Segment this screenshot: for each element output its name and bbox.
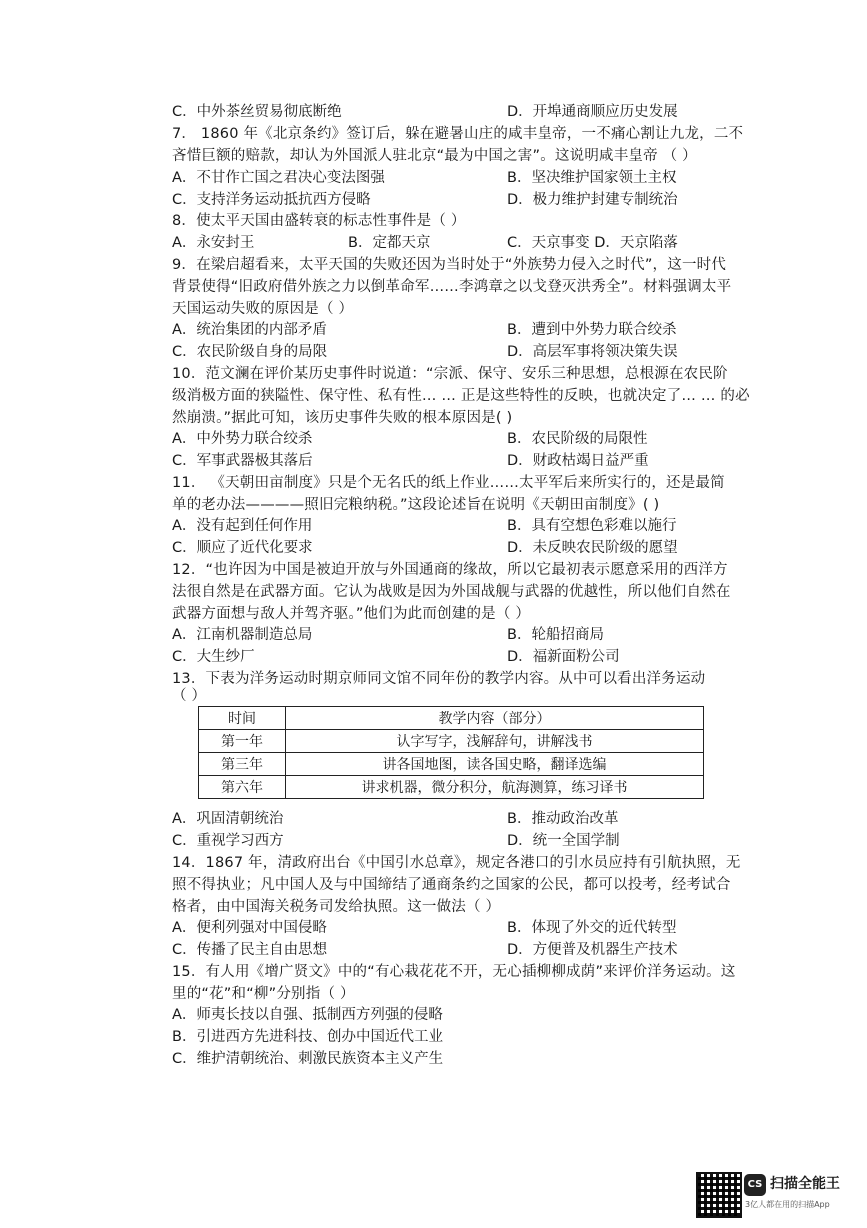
table-header-year: 时间 [199, 707, 286, 730]
q10-stem-line3: 然崩溃。”据此可知，该历史事件失败的根本原因是( ) [172, 410, 513, 426]
q14-stem-line2: 照不得执业；凡中国人及与中国缔结了通商条约之国家的公民，都可以投考，经考试合 [172, 877, 731, 893]
q15-option-c: C．维护清朝统治、刺激民族资本主义产生 [172, 1051, 444, 1067]
q8-option-a: A．永安封王 [172, 235, 255, 251]
q10-option-a: A．中外势力联合绞杀 [172, 431, 313, 447]
table-cell-year: 第一年 [199, 730, 286, 753]
q13-option-d: D．统一全国学制 [507, 833, 620, 849]
q6-option-c: C．中外茶丝贸易彻底断绝 [172, 104, 342, 120]
q9-option-c: C．农民阶级自身的局限 [172, 344, 328, 360]
q9-option-b: B．遭到中外势力联合绞杀 [507, 322, 677, 338]
q15-stem-line1: 15．有人用《增广贤文》中的“有心栽花花不开，无心插柳柳成荫”来评价洋务运动。这 [172, 964, 736, 980]
q12-stem-line3: 武器方面想与敌人并驾齐驱。”他们为此而创建的是（ ） [172, 606, 531, 622]
q10-stem-line1: 10．范文澜在评价某历史事件时说道：“宗派、保守、安乐三种思想，总根源在农民阶 [172, 366, 728, 382]
q14-option-a: A．便利列强对中国侵略 [172, 920, 327, 936]
q15-option-b: B．引进西方先进科技、创办中国近代工业 [172, 1029, 443, 1045]
q8-option-b: B．定都天京 [348, 235, 431, 251]
q9-stem-line3: 天国运动失败的原因是（ ） [172, 301, 354, 317]
q11-option-b: B．具有空想色彩难以施行 [507, 518, 677, 534]
table-row [199, 730, 704, 753]
q12-option-b: B．轮船招商局 [507, 627, 604, 643]
q15-option-a: A．师夷长技以自强、抵制西方列强的侵略 [172, 1007, 443, 1023]
q12-stem-line2: 法很自然是在武器方面。它认为战败是因为外国战舰与武器的优越性，所以他们自然在 [172, 584, 731, 600]
q7-option-d: D．极力维护封建专制统治 [507, 192, 678, 208]
q7-option-a: A．不甘作亡国之君决心变法图强 [172, 170, 385, 186]
q8-stem: 8．使太平天国由盛转衰的标志性事件是（ ） [172, 213, 466, 229]
q10-option-c: C．军事武器极其落后 [172, 453, 313, 469]
q11-option-d: D．未反映农民阶级的愿望 [507, 540, 678, 556]
q10-option-b: B．农民阶级的局限性 [507, 431, 648, 447]
q13-option-a: A．巩固清朝统治 [172, 811, 284, 827]
q7-option-c: C．支持洋务运动抵抗西方侵略 [172, 192, 371, 208]
q14-stem-line1: 14．1867 年，清政府出台《中国引水总章》，规定各港口的引水员应持有引航执照，无 [172, 855, 741, 871]
table-cell-year: 第三年 [199, 753, 286, 776]
table-cell-content: 讲各国地图，读各国史略，翻译选编 [286, 753, 704, 776]
q14-option-b: B．体现了外交的近代转型 [507, 920, 677, 936]
q7-option-b: B．坚决维护国家领土主权 [507, 170, 677, 186]
q9-option-a: A．统治集团的内部矛盾 [172, 322, 327, 338]
q7-stem-line1: 7． 1860 年《北京条约》签订后，躲在避暑山庄的咸丰皇帝，一不痛心割让九龙，二不 [172, 126, 744, 142]
q10-option-d: D．财政枯竭日益严重 [507, 453, 649, 469]
qr-code-icon [696, 1172, 742, 1218]
q11-stem-line2: 单的老办法————照旧完粮纳税。”这段论述旨在说明《天朝田亩制度》( ) [172, 497, 660, 513]
q12-option-c: C．大生纱厂 [172, 649, 255, 665]
q8-option-cd: C．天京事变 D．天京陷落 [507, 235, 678, 251]
q7-stem-line2: 吝惜巨额的赔款，却认为外国派人驻北京“最为中国之害”。这说明咸丰皇帝 （ ） [172, 148, 697, 164]
q9-option-d: D．高层军事将领决策失误 [507, 344, 678, 360]
q15-stem-line2: 里的“花”和“柳”分别指（ ） [172, 986, 355, 1002]
camscanner-logo-icon: CS [744, 1174, 766, 1196]
q14-option-d: D．方便普及机器生产技术 [507, 942, 678, 958]
q11-stem-line1: 11． 《天朝田亩制度》只是个无名氏的纸上作业……太平军后来所实行的，还是最简 [172, 475, 725, 491]
q12-option-a: A．江南机器制造总局 [172, 627, 313, 643]
table-cell-year: 第六年 [199, 776, 286, 799]
q9-stem-line2: 背景使得“旧政府借外族之力以倒革命军……李鸿章之以戈登灭洪秀全”。材料强调太平 [172, 279, 732, 295]
scanner-brand-name: 扫描全能王 [770, 1176, 840, 1192]
curriculum-table [198, 706, 704, 799]
q12-option-d: D．福新面粉公司 [507, 649, 620, 665]
table-header-content: 教学内容（部分） [286, 707, 704, 730]
q14-stem-line3: 格者，由中国海关税务司发给执照。这一做法（ ） [172, 899, 501, 915]
q13-option-b: B．推动政治改革 [507, 811, 619, 827]
q13-stem-line1: 13．下表为洋务运动时期京师同文馆不同年份的教学内容。从中可以看出洋务运动 [172, 671, 706, 687]
q14-option-c: C．传播了民主自由思想 [172, 942, 328, 958]
q11-option-a: A．没有起到任何作用 [172, 518, 313, 534]
q11-option-c: C．顺应了近代化要求 [172, 540, 313, 556]
table-row [199, 776, 704, 799]
q13-stem-line2: （ ） [172, 688, 207, 704]
table-row [199, 753, 704, 776]
q6-option-d: D．开埠通商顺应历史发展 [507, 104, 678, 120]
table-header-row [199, 707, 704, 730]
table-cell-content: 认字写字，浅解辞句，讲解浅书 [286, 730, 704, 753]
q9-stem-line1: 9．在梁启超看来，太平天国的失败还因为当时处于“外族势力侵入之时代”，这一时代 [172, 257, 727, 273]
q12-stem-line1: 12．“也许因为中国是被迫开放与外国通商的缘故，所以它最初表示愿意采用的西洋方 [172, 562, 728, 578]
scanner-brand-tagline: 3亿人都在用的扫描App [745, 1200, 830, 1209]
q10-stem-line2: 级消极方面的狭隘性、保守性、私有性… … 正是这些特性的反映，也就决定了… … 的必 [172, 388, 750, 404]
table-cell-content: 讲求机器，微分积分，航海测算，练习译书 [286, 776, 704, 799]
q13-option-c: C．重视学习西方 [172, 833, 284, 849]
